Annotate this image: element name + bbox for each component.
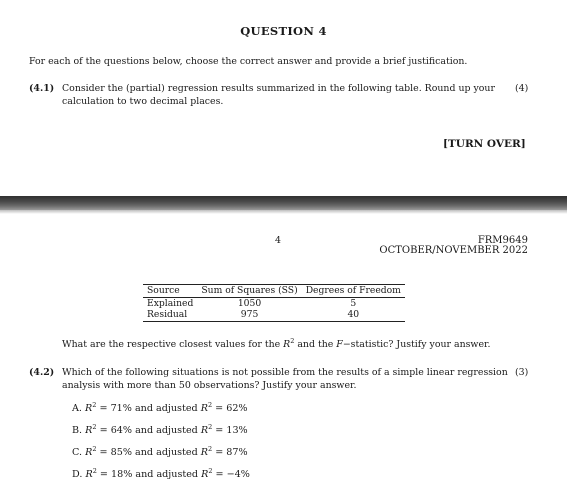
row-source: Residual	[143, 309, 197, 321]
page-top	[0, 0, 567, 196]
course-code: FRM9649	[477, 235, 528, 246]
q41-question: What are the respective closest values for the $R^2$ and the F−statistic? Justify your answer.	[62, 336, 491, 350]
q41-number: (4.1)	[29, 83, 55, 94]
q42-marks: (3)	[515, 367, 529, 378]
row-df: 5	[350, 297, 357, 309]
option-b: B. $R^2 = 64\%$ and adjusted $R^2 = 13\%$	[72, 422, 248, 436]
q42-number: (4.2)	[29, 367, 55, 378]
table-header-row	[143, 285, 405, 298]
exam-session: OCTOBER/NOVEMBER 2022	[379, 245, 528, 256]
question-title: QUESTION 4	[240, 24, 327, 38]
q41-text-line1: Consider the (partial) regression results summarized in the following table. Round up your	[62, 83, 495, 94]
table-row	[143, 309, 405, 321]
q42-text-line2: analysis with more than 50 observations? Justify your answer.	[62, 380, 357, 391]
row-ss: 975	[197, 309, 301, 321]
col-ss: Sum of Squares (SS)	[197, 285, 301, 298]
table-row	[143, 297, 405, 309]
page-divider	[0, 196, 567, 210]
q41-marks: (4)	[515, 83, 529, 94]
col-source: Source	[143, 285, 197, 298]
page-number: 4	[275, 235, 281, 246]
regression-table	[143, 284, 405, 322]
q41-text-line2: calculation to two decimal places.	[62, 96, 224, 107]
q42-text-line1: Which of the following situations is not possible from the results of a simple linear regression	[62, 367, 508, 378]
row-source: Explained	[147, 297, 194, 309]
row-ss: 1050	[237, 297, 262, 309]
row-df: 40	[302, 309, 405, 321]
turn-over-label: [TURN OVER]	[443, 138, 526, 150]
option-d: D. $R^2 = 18\%$ and adjusted $R^2 = -4\%$	[72, 466, 250, 480]
col-df: Degrees of Freedom	[302, 285, 405, 298]
option-c: C. $R^2 = 85\%$ and adjusted $R^2 = 87\%$	[72, 444, 248, 458]
instructions: For each of the questions below, choose the correct answer and provide a brief justification.	[29, 56, 468, 67]
page-bottom	[0, 214, 567, 501]
option-a: A. $R^2 = 71\%$ and adjusted $R^2 = 62\%$	[72, 400, 248, 414]
